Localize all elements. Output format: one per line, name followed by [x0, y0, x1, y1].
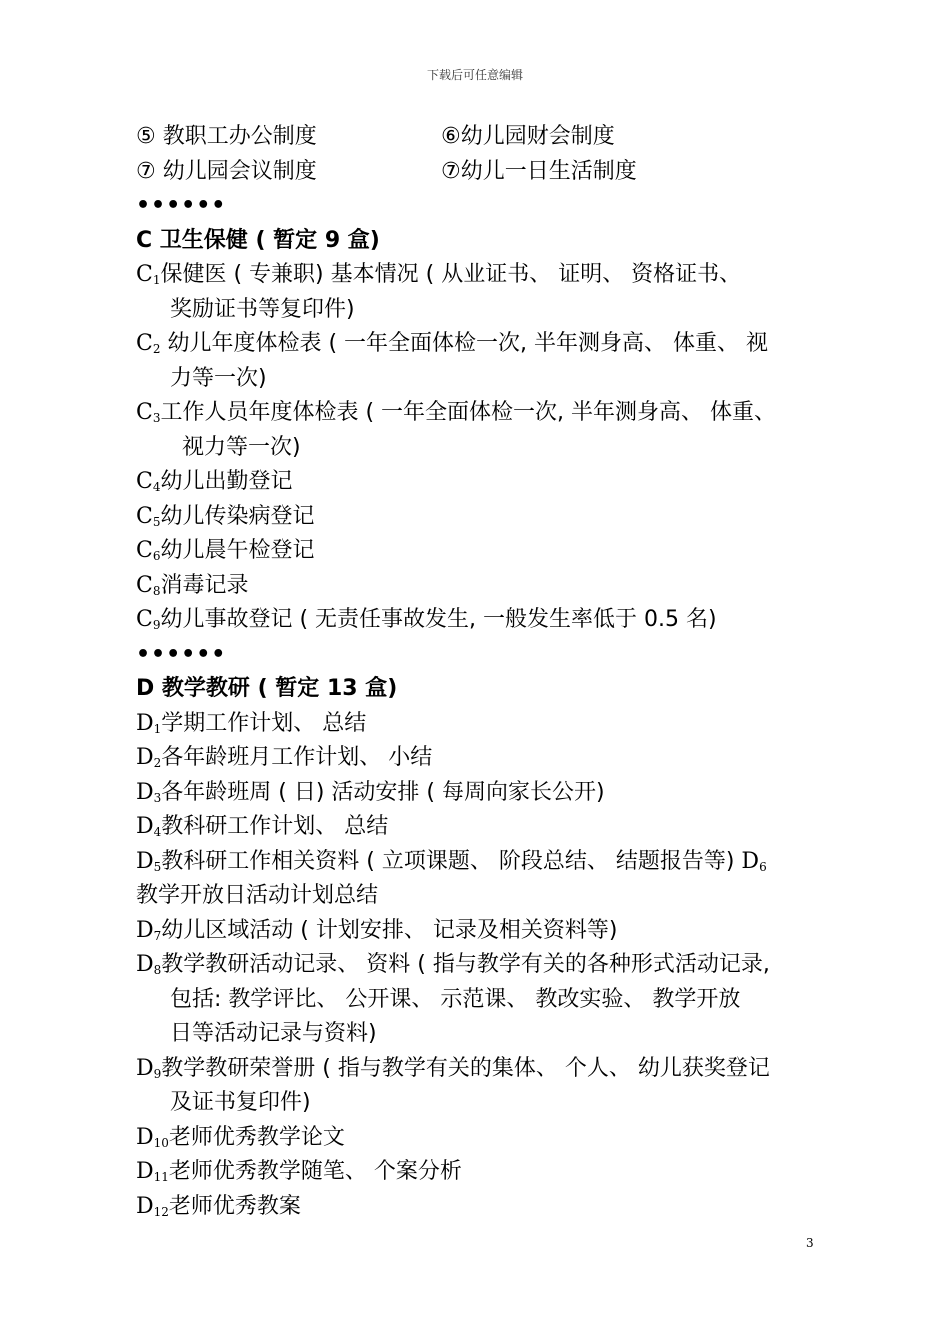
item-code: $D_8$ — [136, 952, 162, 977]
page-number: 3 — [806, 1236, 814, 1250]
rules-row — [136, 120, 826, 155]
list-item-continuation: 力等一次) — [170, 365, 267, 391]
item-code: $C_1$ — [136, 262, 161, 287]
rule-item: ⑤ 教职工办公制度 — [136, 124, 317, 149]
rule-item: ⑦幼儿一日生活制度 — [441, 158, 637, 184]
list-item: $C_2$ 幼儿年度体检表 ( 一年全面体检一次, 半年测身高、 体重、 视 — [136, 331, 769, 356]
list-item: $D_3$各年龄班周 ( 日) 活动安排 ( 每周向家长公开) — [136, 779, 605, 805]
item-code: $D_9$ — [136, 1055, 162, 1081]
list-item: $C_4$幼儿出勤登记 — [136, 469, 293, 494]
list-item-continuation: 日等活动记录与资料) — [170, 1021, 377, 1046]
item-code: $D_3$ — [136, 779, 162, 805]
list-item-continuation: 及证书复印件) — [170, 1090, 311, 1115]
list-item: $D_1$学期工作计划、 总结 — [136, 710, 367, 736]
section-d-title: D 教学教研 ( 暂定 13 盒) — [136, 676, 398, 701]
document-body — [136, 120, 826, 1224]
rule-item: ⑥幼儿园财会制度 — [441, 124, 615, 149]
list-item: $D_{10}$老师优秀教学论文 — [136, 1124, 345, 1150]
item-code: $C_6$ — [136, 538, 161, 563]
item-code: $D_7$ — [136, 917, 162, 943]
list-item-wrap: 教学开放日活动计划总结 — [136, 883, 379, 908]
item-code: $C_5$ — [136, 503, 161, 529]
list-item: $D_5$教科研工作相关资料 ( 立项课题、 阶段总结、 结题报告等) $D_6$ — [136, 848, 767, 874]
list-item: $C_3$工作人员年度体检表 ( 一年全面体检一次, 半年测身高、 体重、 — [136, 400, 777, 425]
list-item: $C_5$幼儿传染病登记 — [136, 503, 315, 529]
item-code: $D_4$ — [136, 814, 162, 839]
ellipsis: •••••• — [136, 193, 227, 218]
list-item: $D_{11}$老师优秀教学随笔、 个案分析 — [136, 1159, 462, 1184]
item-code: $D_{10}$ — [136, 1124, 169, 1150]
item-code: $D_{12}$ — [136, 1193, 169, 1219]
item-code: $D_6$ — [741, 848, 767, 874]
item-code: $C_2$ — [136, 331, 161, 356]
list-item-continuation: 奖励证书等复印件) — [170, 296, 355, 322]
list-item-continuation: 包括: 教学评比、 公开课、 示范课、 教改实验、 教学开放 — [170, 986, 741, 1012]
item-code: $C_4$ — [136, 469, 161, 494]
item-code: $D_5$ — [136, 848, 162, 874]
item-code: $D_1$ — [136, 710, 162, 736]
rule-item: ⑦ 幼儿园会议制度 — [136, 158, 317, 184]
item-code: $C_8$ — [136, 572, 161, 598]
list-item: $C_9$幼儿事故登记 ( 无责任事故发生, 一般发生率低于 0.5 名) — [136, 607, 717, 632]
ellipsis: •••••• — [136, 641, 227, 667]
list-item: $D_9$教学教研荣誉册 ( 指与教学有关的集体、 个人、 幼儿获奖登记 — [136, 1055, 770, 1081]
list-item: $D_8$教学教研活动记录、 资料 ( 指与教学有关的各种形式活动记录, — [136, 952, 770, 977]
item-code: $C_3$ — [136, 400, 161, 425]
list-item: $D_7$幼儿区域活动 ( 计划安排、 记录及相关资料等) — [136, 917, 618, 943]
list-item: $D_2$各年龄班月工作计划、 小结 — [136, 745, 433, 770]
section-c-title: C 卫生保健 ( 暂定 9 盒) — [136, 227, 380, 253]
item-code: $C_9$ — [136, 607, 161, 632]
rules-row — [136, 155, 826, 190]
list-item: $D_4$教科研工作计划、 总结 — [136, 814, 389, 839]
item-code: $D_{11}$ — [136, 1159, 169, 1184]
list-item: $C_6$幼儿晨午检登记 — [136, 538, 315, 563]
item-code: $D_2$ — [136, 745, 162, 770]
list-item: $C_1$保健医 ( 专兼职) 基本情况 ( 从业证书、 证明、 资格证书、 — [136, 262, 742, 287]
list-item-continuation: 视力等一次) — [182, 434, 301, 460]
list-item: $D_{12}$老师优秀教案 — [136, 1193, 301, 1219]
list-item: $C_8$消毒记录 — [136, 572, 249, 598]
page-header: 下载后可任意编辑 — [426, 68, 523, 82]
